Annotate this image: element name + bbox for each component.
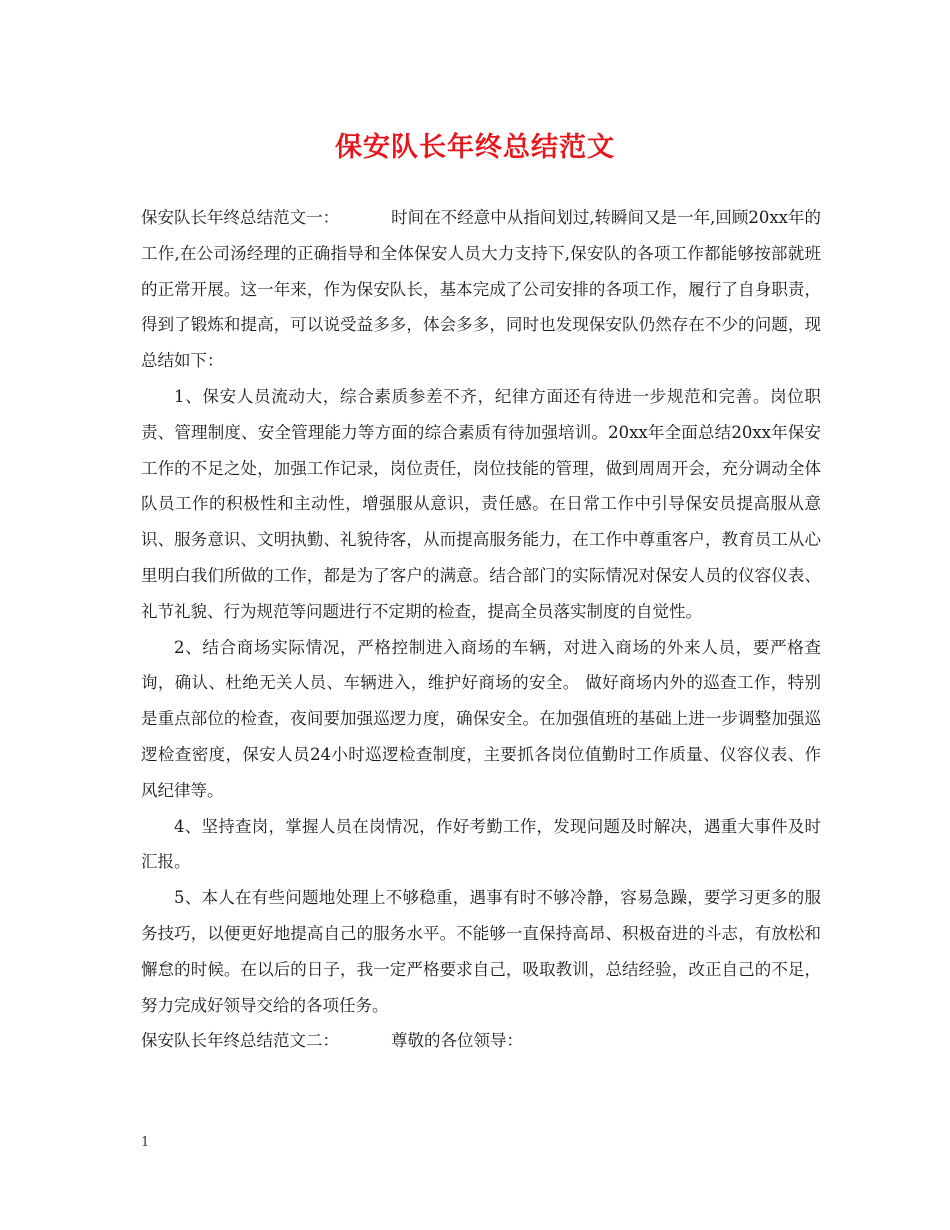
section1-paragraph xyxy=(141,200,821,379)
paragraph-item-2: 2、结合商场实际情况，严格控制进入商场的车辆，对进入商场的外来人员，要严格查询，确认、杜绝无关人员、车辆进入，维护好商场的安全。 做好商场内外的巡查工作，特别是重点部位的检查，夜间要加强巡逻力度，确保安全。在加强值班的基础上进一步调整加强巡逻检查密度，保安人员24小时巡逻检查制度，主要抓各岗位值勤时工作质量、仪容仪表、作风纪律等。 xyxy=(141,637,821,800)
paragraph-item-5: 5、本人在有些问题地处理上不够稳重，遇事有时不够冷静，容易急躁，要学习更多的服务技巧，以便更好地提高自己的服务水平。不能够一直保持高昂、积极奋进的斗志，有放松和懈怠的时候。在以后的日子，我一定严格要求自己，吸取教训，总结经验，改正自己的不足，努力完成好领导交给的各项任务。 xyxy=(141,888,821,1015)
section1-label: 保安队长年终总结范文一： xyxy=(141,208,340,227)
paragraph-item-4: 4、坚持查岗，掌握人员在岗情况，作好考勤工作，发现问题及时解决，遇重大事件及时汇报。 xyxy=(141,816,821,872)
section1-intro: 时间在不经意中从指间划过,转瞬间又是一年,回顾20xx年的工作,在公司汤经理的正确指导和全体保安人员大力支持下,保安队的各项工作都能够按部就班的正常开展。这一年来，作为保安队长，基本完成了公司安排的各项工作，履行了自身职责，得到了锻炼和提高，可以说受益多多，体会多多，同时也发现保安队仍然存在不少的问题，现总结如下： xyxy=(141,208,821,371)
paragraph-item-1: 1、保安人员流动大，综合素质参差不齐，纪律方面还有待进一步规范和完善。岗位职责、管理制度、安全管理能力等方面的综合素质有待加强培训。20xx年全面总结20xx年保安工作的不足之处，加强工作记录，岗位责任，岗位技能的管理，做到周周开会，充分调动全体队员工作的积极性和主动性，增强服从意识，责任感。在日常工作中引导保安员提高服从意识、服务意识、文明执勤、礼貌待客，从而提高服务能力，在工作中尊重客户，教育员工从心里明白我们所做的工作，都是为了客户的满意。结合部门的实际情况对保安人员的仪容仪表、礼节礼貌、行为规范等问题进行不定期的检查，提高全员落实制度的自觉性。 xyxy=(141,386,821,621)
document-body xyxy=(141,200,821,1059)
section2-paragraph xyxy=(141,1023,821,1059)
page-number: 1 xyxy=(141,1135,150,1150)
document-title: 保安队长年终总结范文 xyxy=(335,132,615,163)
section2-intro: 尊敬的各位领导： xyxy=(391,1031,523,1051)
section2-label: 保安队长年终总结范文二： xyxy=(141,1031,339,1051)
